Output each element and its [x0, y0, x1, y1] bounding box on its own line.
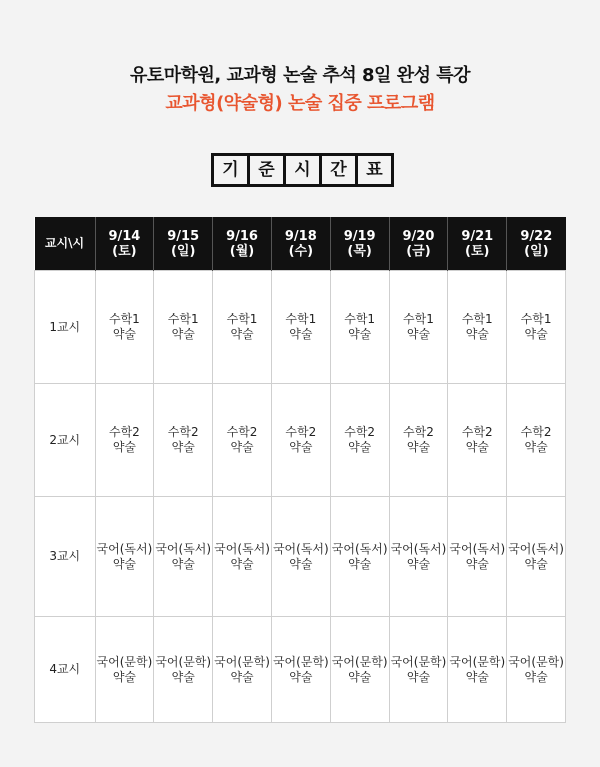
class-subject: 국어(독서)	[96, 541, 153, 556]
day-date: 9/18	[284, 228, 317, 244]
class-subject: 국어(독서)	[390, 541, 447, 556]
day-date: 9/14	[108, 228, 141, 244]
day-weekday: (토)	[465, 243, 490, 259]
class-cell	[389, 617, 448, 723]
class-subject: 수학2	[226, 425, 258, 439]
class-type: 약술	[348, 440, 372, 454]
class-subject: 국어(독서)	[508, 541, 564, 556]
day-weekday: (수)	[288, 243, 314, 259]
class-subject: 국어(독서)	[272, 541, 329, 556]
day-date: 9/16	[226, 228, 258, 244]
day-weekday: (월)	[229, 243, 255, 259]
class-type: 약술	[171, 669, 195, 684]
class-subject: 수학2	[167, 425, 199, 439]
day-weekday: (토)	[112, 243, 137, 259]
class-type: 약술	[112, 556, 136, 571]
class-cell	[271, 497, 330, 617]
class-subject: 국어(독서)	[331, 541, 388, 556]
class-subject: 국어(문학)	[96, 654, 153, 669]
class-type: 약술	[524, 327, 548, 341]
corner-header: 교시\시	[35, 217, 96, 271]
class-subject: 수학2	[344, 425, 376, 439]
class-cell	[213, 384, 272, 497]
day-weekday: (일)	[524, 243, 549, 259]
class-cell	[154, 617, 213, 723]
class-cell	[271, 617, 330, 723]
class-cell	[154, 384, 213, 497]
day-date: 9/22	[520, 228, 553, 244]
day-header	[95, 217, 154, 271]
badge-char: 표	[366, 160, 383, 180]
class-cell	[213, 617, 272, 723]
class-subject: 국어(문학)	[155, 654, 212, 669]
class-type: 약술	[289, 440, 313, 454]
period-label: 2교시	[35, 384, 96, 497]
class-subject: 국어(독서)	[449, 541, 506, 556]
class-cell	[330, 271, 389, 384]
class-subject: 수학1	[167, 312, 199, 326]
class-cell	[95, 497, 154, 617]
class-cell	[389, 271, 448, 384]
class-type: 약술	[406, 669, 431, 684]
class-type: 약술	[406, 556, 431, 571]
class-type: 약술	[230, 440, 254, 454]
class-cell	[330, 384, 389, 497]
badge-char: 시	[286, 156, 322, 184]
class-type: 약술	[230, 327, 254, 341]
class-type: 약술	[289, 327, 313, 341]
class-type: 약술	[524, 669, 548, 684]
class-type: 약술	[112, 327, 136, 341]
class-subject: 국어(문학)	[390, 654, 447, 669]
class-type: 약술	[348, 327, 372, 341]
class-type: 약술	[465, 440, 489, 454]
class-subject: 수학1	[403, 312, 434, 326]
class-cell	[448, 271, 507, 384]
class-type: 약술	[289, 556, 313, 571]
class-subject: 수학1	[285, 312, 317, 326]
period-label: 3교시	[35, 497, 96, 617]
class-subject: 수학2	[108, 425, 140, 439]
class-subject: 수학1	[520, 312, 552, 326]
period-label: 4교시	[35, 617, 96, 723]
class-type: 약술	[524, 440, 548, 454]
class-type: 약술	[465, 556, 489, 571]
class-cell	[507, 617, 566, 723]
class-type: 약술	[171, 327, 195, 341]
class-cell	[448, 384, 507, 497]
day-weekday: (목)	[347, 243, 372, 259]
class-type: 약술	[524, 556, 548, 571]
class-type: 약술	[230, 556, 254, 571]
class-type: 약술	[465, 669, 489, 684]
class-cell	[271, 271, 330, 384]
class-subject: 국어(문학)	[272, 654, 329, 669]
class-cell	[330, 497, 389, 617]
timetable-badge	[211, 153, 394, 187]
class-cell	[213, 271, 272, 384]
class-subject: 국어(문학)	[331, 654, 388, 669]
class-subject: 수학2	[520, 425, 552, 439]
class-type: 약술	[348, 669, 372, 684]
day-date: 9/15	[167, 228, 200, 244]
class-cell	[95, 271, 154, 384]
class-cell	[448, 497, 507, 617]
day-header	[213, 217, 272, 271]
class-subject: 국어(독서)	[155, 541, 212, 556]
period-label: 1교시	[35, 271, 96, 384]
class-subject: 국어(문학)	[508, 654, 564, 669]
day-header	[389, 217, 448, 271]
class-cell	[507, 497, 566, 617]
class-cell	[507, 271, 566, 384]
page-subtitle: 교과형(약술형) 논술 집중 프로그램	[165, 93, 435, 114]
table-row	[35, 384, 566, 497]
table-row	[35, 497, 566, 617]
class-cell	[95, 617, 154, 723]
table-row	[35, 271, 566, 384]
day-date: 9/21	[461, 228, 494, 244]
class-cell	[154, 271, 213, 384]
class-subject: 국어(문학)	[449, 654, 506, 669]
header-row	[35, 217, 566, 271]
class-subject: 국어(문학)	[214, 654, 270, 669]
page-title: 유토마학원, 교과형 논술 추석 8일 완성 특강	[129, 65, 471, 86]
class-cell	[95, 384, 154, 497]
class-subject: 국어(독서)	[214, 541, 270, 556]
class-subject: 수학2	[403, 425, 434, 439]
day-header	[448, 217, 507, 271]
class-cell	[154, 497, 213, 617]
day-weekday: (일)	[170, 243, 196, 259]
class-cell	[448, 617, 507, 723]
class-type: 약술	[171, 440, 195, 454]
class-type: 약술	[289, 669, 313, 684]
class-type: 약술	[171, 556, 195, 571]
day-date: 9/20	[402, 228, 435, 244]
class-subject: 수학1	[344, 312, 376, 326]
day-header	[507, 217, 566, 271]
class-cell	[213, 497, 272, 617]
badge-char: 간	[322, 156, 358, 184]
class-type: 약술	[230, 669, 254, 684]
class-subject: 수학2	[461, 425, 493, 439]
class-subject: 수학2	[285, 425, 317, 439]
class-cell	[271, 384, 330, 497]
class-subject: 수학1	[461, 312, 493, 326]
class-subject: 수학1	[108, 312, 140, 326]
class-type: 약술	[465, 327, 489, 341]
badge-char: 기	[214, 156, 250, 184]
class-type: 약술	[406, 327, 431, 341]
day-header	[154, 217, 213, 271]
day-weekday: (금)	[406, 243, 431, 259]
class-cell	[389, 384, 448, 497]
schedule-table	[34, 217, 566, 723]
class-type: 약술	[406, 440, 431, 454]
class-cell	[389, 497, 448, 617]
class-type: 약술	[112, 440, 136, 454]
day-header	[330, 217, 389, 271]
day-date: 9/19	[343, 228, 376, 244]
badge-char: 준	[250, 156, 286, 184]
day-header	[271, 217, 330, 271]
class-type: 약술	[112, 669, 136, 684]
class-subject: 수학1	[226, 312, 258, 326]
class-cell	[507, 384, 566, 497]
class-cell	[330, 617, 389, 723]
table-row	[35, 617, 566, 723]
class-type: 약술	[348, 556, 372, 571]
